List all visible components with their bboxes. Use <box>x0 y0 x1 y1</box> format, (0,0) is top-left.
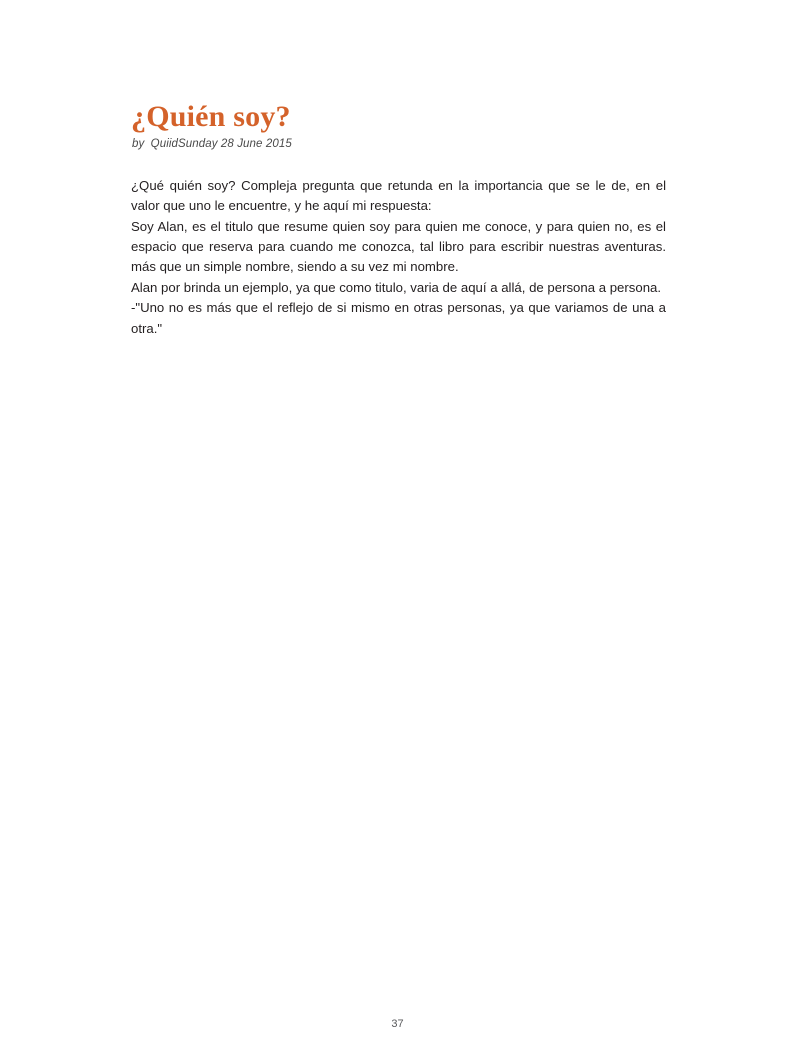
byline-date: Sunday 28 June 2015 <box>178 137 292 150</box>
paragraph-3: Alan por brinda un ejemplo, ya que como titulo, varia de aquí a allá, de persona a persona. <box>131 279 662 295</box>
byline <box>132 138 666 150</box>
page-title: ¿Quién soy? <box>131 100 291 133</box>
paragraph-2: Soy Alan, es el titulo que resume quien soy para quien me conoce, y para quien no, es el espacio que reserva para cuando me conozca, tal libro para escribir nuestras aventuras. más que un simple nombre, siendo a su vez mi nombre. <box>131 218 666 275</box>
article-content <box>131 100 666 339</box>
byline-prefix: by <box>132 137 145 150</box>
paragraph-1: ¿Qué quién soy? Compleja pregunta que retunda en la importancia que se le de, en el valor que uno le encuentre, y he aquí mi respuesta: <box>131 177 666 214</box>
page-number: 37 <box>391 1018 404 1030</box>
paragraph-4: -"Uno no es más que el reflejo de si mismo en otras personas, ya que variamos de una a otra." <box>131 300 666 336</box>
article-body <box>131 176 666 340</box>
byline-author: Quiid <box>150 137 179 150</box>
